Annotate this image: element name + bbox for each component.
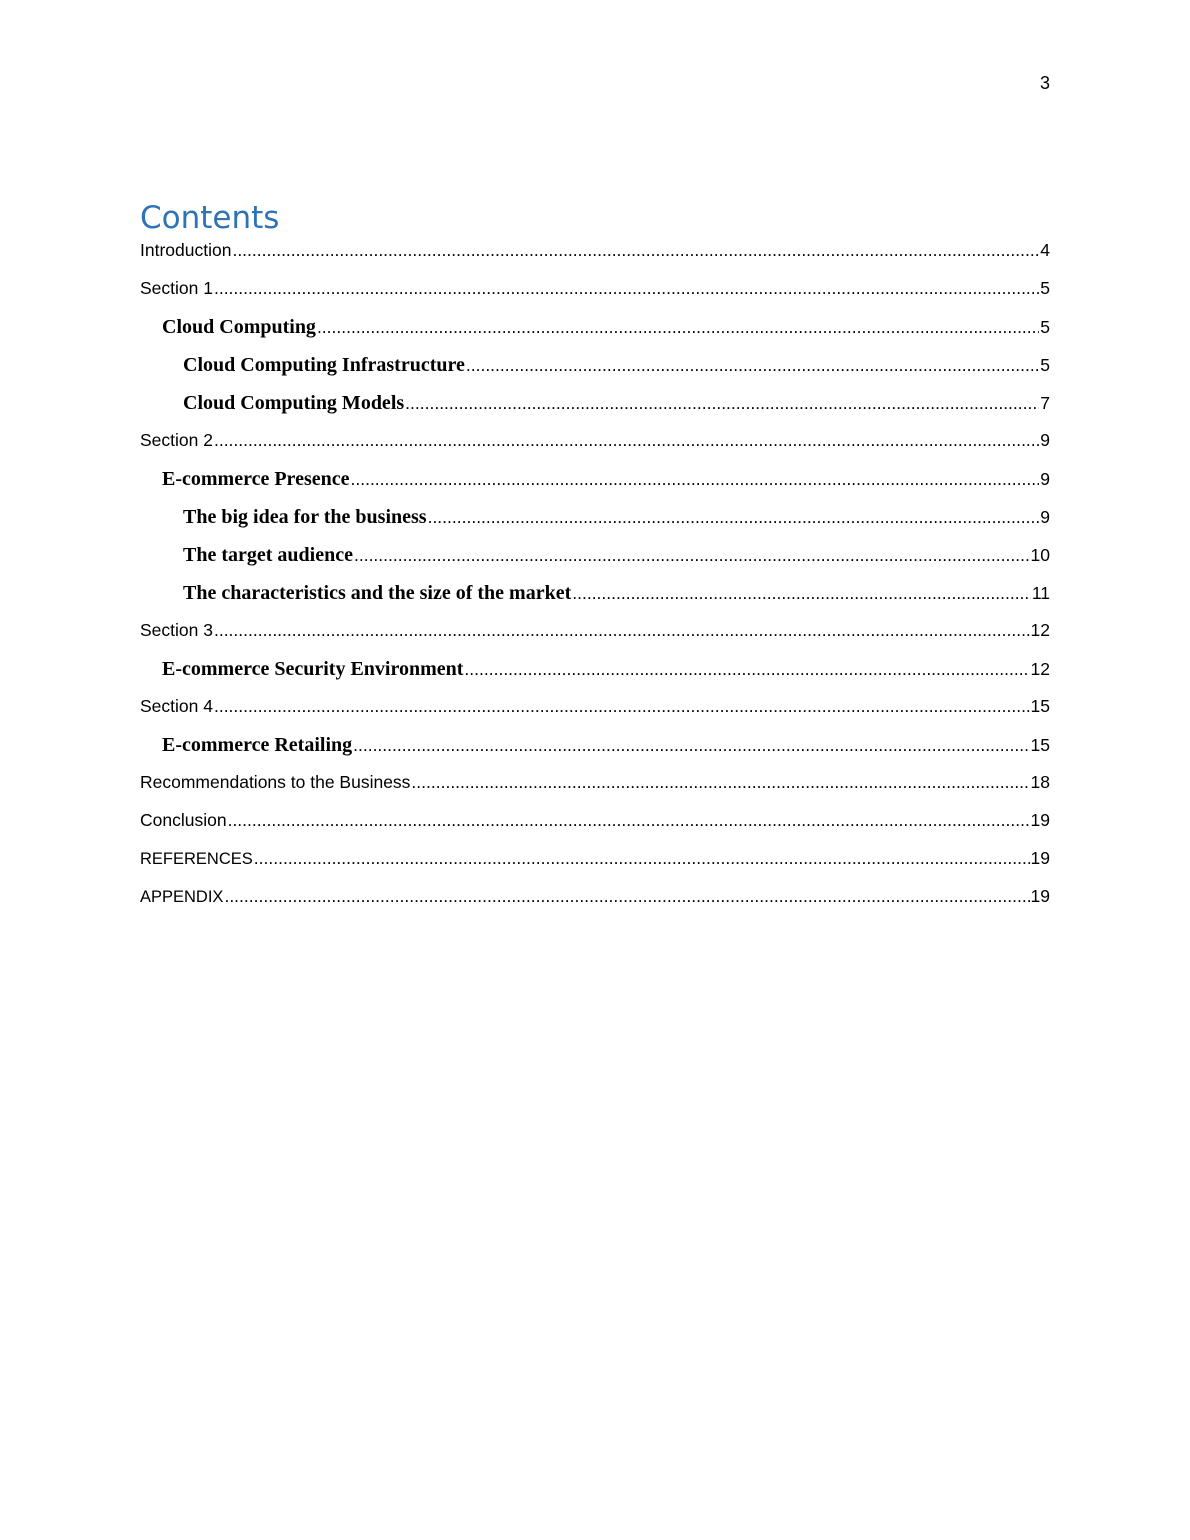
toc-entry-label: APPENDIX xyxy=(140,888,224,906)
toc-entry-e-commerce-security[interactable] xyxy=(140,658,1050,696)
toc-entry-page: 4 xyxy=(1040,240,1050,260)
toc-entry-introduction[interactable] xyxy=(140,240,1050,278)
dot-leader xyxy=(428,507,1039,528)
toc-entry-label: Section 3 xyxy=(140,620,213,640)
dot-leader xyxy=(411,772,1029,793)
toc-entry-page: 11 xyxy=(1031,583,1050,603)
toc-entry-page: 9 xyxy=(1040,430,1050,450)
toc-entry-page: 9 xyxy=(1040,507,1050,527)
toc-entry-page: 7 xyxy=(1040,393,1050,413)
toc-entry-page: 12 xyxy=(1030,659,1050,679)
toc-entry-e-commerce-presence[interactable] xyxy=(140,468,1050,506)
toc-entry-label: REFERENCES xyxy=(140,850,253,868)
toc-entry-appendix[interactable] xyxy=(140,886,1050,924)
dot-leader xyxy=(464,659,1029,680)
toc-entry-page: 19 xyxy=(1030,886,1050,906)
toc-entry-section-4[interactable] xyxy=(140,696,1050,734)
toc-entry-e-commerce-retailing[interactable] xyxy=(140,734,1050,772)
toc-entry-page: 10 xyxy=(1030,545,1050,565)
toc-entry-page: 5 xyxy=(1040,355,1050,375)
dot-leader xyxy=(353,735,1029,756)
dot-leader xyxy=(228,810,1030,831)
toc-entry-page: 19 xyxy=(1030,848,1050,868)
toc-entry-label: Cloud Computing Models xyxy=(183,392,405,414)
toc-entry-page: 12 xyxy=(1030,620,1050,640)
toc-entry-target-audience[interactable] xyxy=(140,544,1050,582)
dot-leader xyxy=(351,469,1040,490)
dot-leader xyxy=(254,848,1030,869)
toc-entry-label: Section 2 xyxy=(140,430,213,450)
dot-leader xyxy=(214,620,1030,641)
toc-entry-big-idea[interactable] xyxy=(140,506,1050,544)
dot-leader xyxy=(317,317,1039,338)
toc-entry-label: Section 1 xyxy=(140,278,213,298)
toc-entry-page: 9 xyxy=(1040,469,1050,489)
toc-entries xyxy=(140,240,1050,924)
toc-entry-references[interactable] xyxy=(140,848,1050,886)
toc-entry-label: Recommendations to the Business xyxy=(140,772,411,792)
toc-entry-cloud-computing[interactable] xyxy=(140,316,1050,354)
toc-entry-cloud-computing-infrastructure[interactable] xyxy=(140,354,1050,392)
toc-entry-section-3[interactable] xyxy=(140,620,1050,658)
toc-entry-label: Cloud Computing Infrastructure xyxy=(183,354,465,376)
toc-entry-page: 15 xyxy=(1030,696,1050,716)
toc-entry-label: The big idea for the business xyxy=(183,506,427,528)
toc-entry-section-1[interactable] xyxy=(140,278,1050,316)
toc-entry-label: E-commerce Presence xyxy=(162,468,350,490)
page-number: 3 xyxy=(1039,73,1050,93)
toc-entry-market-characteristics[interactable] xyxy=(140,582,1050,620)
toc-entry-page: 15 xyxy=(1030,735,1050,755)
table-of-contents xyxy=(140,198,1050,924)
toc-entry-label: Cloud Computing xyxy=(162,316,316,338)
dot-leader xyxy=(224,886,1029,907)
toc-entry-section-2[interactable] xyxy=(140,430,1050,468)
dot-leader xyxy=(214,278,1039,299)
dot-leader xyxy=(214,696,1030,717)
dot-leader xyxy=(232,240,1039,261)
toc-entry-label: E-commerce Security Environment xyxy=(162,658,464,680)
dot-leader xyxy=(572,583,1031,604)
toc-entry-label: The characteristics and the size of the market xyxy=(183,582,572,604)
toc-entry-page: 19 xyxy=(1030,810,1050,830)
toc-entry-label: Conclusion xyxy=(140,810,227,830)
toc-entry-label: Introduction xyxy=(140,240,232,260)
toc-entry-page: 18 xyxy=(1030,772,1050,792)
toc-entry-label: Section 4 xyxy=(140,696,213,716)
toc-entry-page: 5 xyxy=(1040,317,1050,337)
toc-entry-label: The target audience xyxy=(183,544,353,566)
dot-leader xyxy=(405,393,1039,414)
toc-entry-recommendations[interactable] xyxy=(140,772,1050,810)
dot-leader xyxy=(466,355,1039,376)
toc-entry-conclusion[interactable] xyxy=(140,810,1050,848)
dot-leader xyxy=(214,430,1039,451)
contents-heading: Contents xyxy=(140,200,280,236)
toc-entry-page: 5 xyxy=(1040,278,1050,298)
toc-entry-label: E-commerce Retailing xyxy=(162,734,353,756)
toc-entry-cloud-computing-models[interactable] xyxy=(140,392,1050,430)
dot-leader xyxy=(354,545,1030,566)
